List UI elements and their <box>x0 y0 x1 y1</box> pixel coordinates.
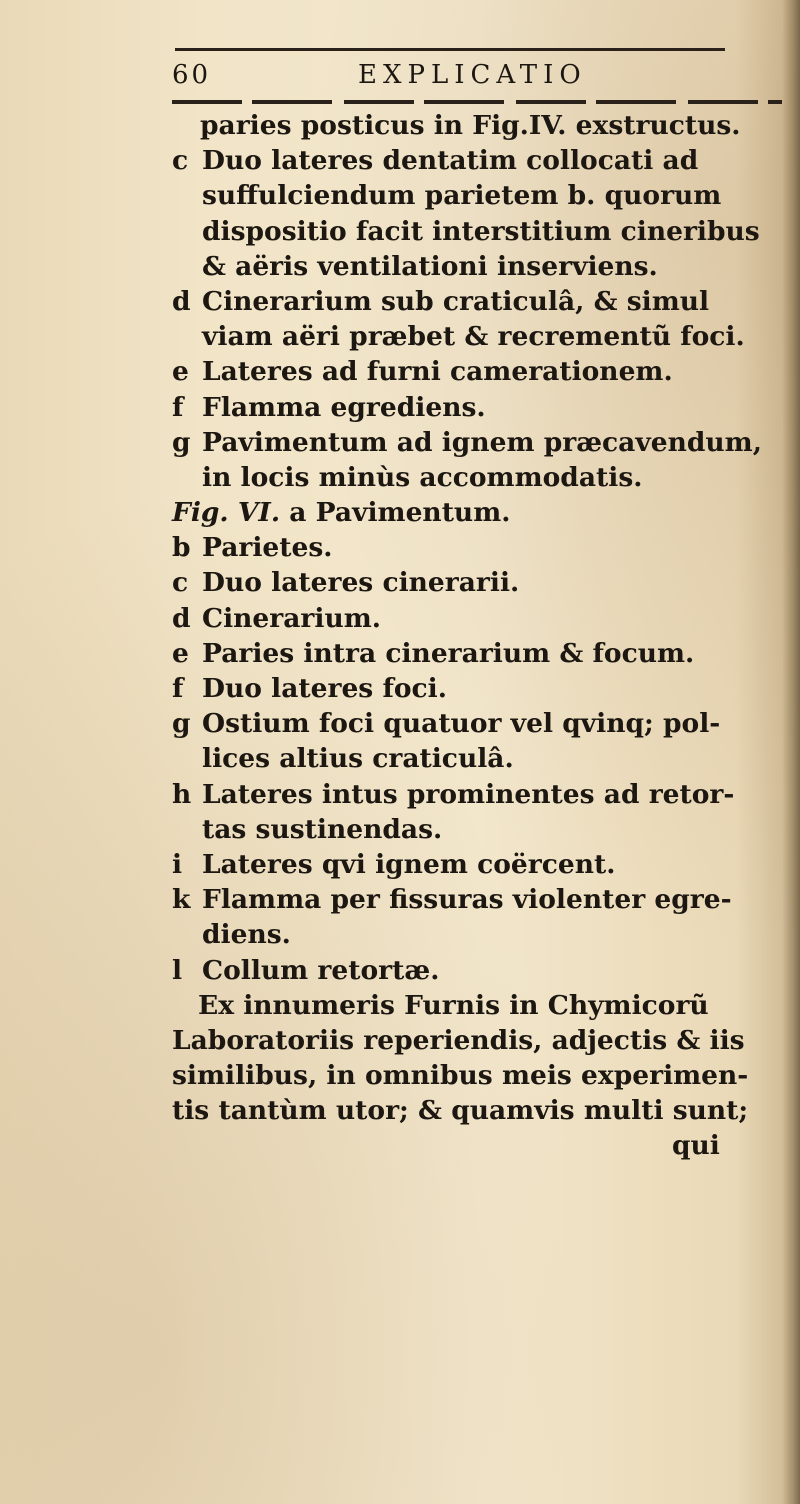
line-key: f <box>172 391 184 423</box>
text-line <box>172 249 792 284</box>
line-text: Ex innumeris Furnis in Chymicorũ <box>198 989 709 1021</box>
line-key: e <box>172 637 189 669</box>
text-line <box>172 319 792 354</box>
line-key: c <box>172 145 189 177</box>
text-line <box>172 917 792 952</box>
line-key: f <box>172 673 184 704</box>
page-body <box>172 108 792 1164</box>
line-text: Duo lateres cinerarii. <box>202 567 520 599</box>
text-line <box>172 847 792 882</box>
line-text: Lateres ad furni camerationem. <box>202 356 673 388</box>
text-line <box>172 390 792 425</box>
line-text: Cinerarium. <box>202 602 381 634</box>
catchword <box>172 1128 792 1163</box>
line-text: Duo lateres dentatim collocati ad <box>202 145 699 177</box>
line-text: diens. <box>202 919 291 951</box>
text-line <box>172 284 792 319</box>
line-key: d <box>172 602 191 634</box>
top-rule <box>175 48 725 51</box>
text-line <box>172 706 792 741</box>
text-line <box>172 108 792 143</box>
line-text: suffulciendum parietem b. quorum <box>202 180 722 212</box>
line-text: lices altius craticulâ. <box>202 743 514 775</box>
line-text: Cinerarium sub craticulâ, & simul <box>202 285 710 317</box>
line-text: in locis minùs accommodatis. <box>202 461 643 493</box>
line-text: Lateres qvi ignem coërcent. <box>202 848 616 880</box>
text-line <box>172 636 792 671</box>
text-line <box>172 495 792 530</box>
line-text: similibus, in omnibus meis experimen- <box>172 1060 749 1092</box>
line-text: tas sustinendas. <box>202 813 443 845</box>
line-text: Parietes. <box>202 532 333 564</box>
page-header <box>172 58 772 98</box>
line-key: g <box>172 708 191 740</box>
text-line <box>172 953 792 988</box>
text-line <box>172 565 792 600</box>
text-line <box>172 214 792 249</box>
line-text: Ostium foci quatuor vel qvinq; pol- <box>202 708 721 740</box>
line-key: i <box>172 848 183 880</box>
line-key: g <box>172 426 191 458</box>
line-text: tis tantùm utor; & quamvis multi sunt; <box>172 1095 749 1127</box>
catchword-text: qui <box>672 1130 720 1162</box>
running-title: EXPLICATIO <box>358 60 587 90</box>
text-line <box>172 988 792 1023</box>
page-number: 60 <box>172 60 212 90</box>
line-key: d <box>172 285 191 317</box>
line-text: dispositio facit interstitium cineribus <box>202 215 760 247</box>
text-line <box>172 460 792 495</box>
line-key: h <box>172 778 192 810</box>
line-text: & aëris ventilationi inserviens. <box>202 250 658 282</box>
text-line <box>172 741 792 776</box>
text-line <box>172 601 792 636</box>
line-key: k <box>172 884 191 916</box>
line-key: e <box>172 356 189 388</box>
text-line <box>172 1023 792 1058</box>
line-text: Pavimentum ad ignem præcavendum, <box>202 426 762 458</box>
line-key: b <box>172 532 191 564</box>
line-text: Laboratoriis reperiendis, adjectis & iis <box>172 1024 745 1056</box>
header-rule <box>172 100 782 104</box>
line-text: Paries intra cinerarium & focum. <box>202 637 695 669</box>
text-line <box>172 530 792 565</box>
line-text: paries posticus in Fig.IV. exstructus. <box>200 110 741 141</box>
line-text: Collum retortæ. <box>202 954 440 986</box>
text-line <box>172 1093 792 1128</box>
text-line <box>172 882 792 917</box>
text-line <box>172 777 792 812</box>
line-key: c <box>172 567 189 599</box>
text-line <box>172 354 792 389</box>
line-text: Duo lateres foci. <box>202 673 447 704</box>
text-line <box>172 671 792 706</box>
line-text: Flamma egrediens. <box>202 391 486 423</box>
text-line <box>172 812 792 847</box>
figure-label: Fig. VI. <box>172 497 281 529</box>
text-line <box>172 143 792 178</box>
text-line <box>172 1058 792 1093</box>
line-text: Lateres intus prominentes ad retor- <box>202 778 735 810</box>
line-key: l <box>172 954 183 986</box>
line-text: a Pavimentum. <box>289 497 511 529</box>
line-text: viam aëri præbet & recrementũ foci. <box>202 321 745 353</box>
text-line <box>172 425 792 460</box>
text-line <box>172 178 792 213</box>
line-text: Flamma per fissuras violenter egre- <box>202 884 732 916</box>
